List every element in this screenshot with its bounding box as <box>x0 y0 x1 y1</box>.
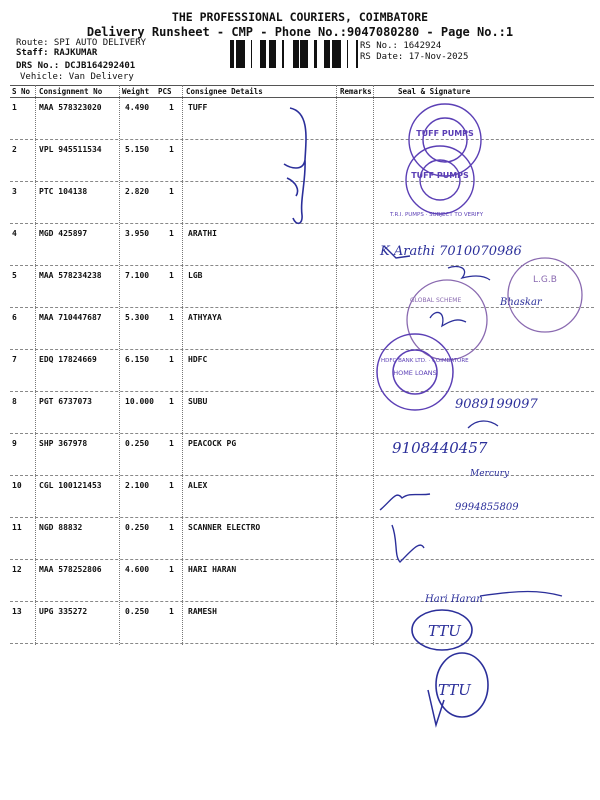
col-consignee: Consignee Details <box>186 87 263 96</box>
cell-sno: 4 <box>12 229 17 238</box>
cell-weight: 2.100 <box>125 481 150 490</box>
handwriting-row9: 9108440457 <box>392 439 488 457</box>
cell-pcs: 1 <box>169 481 174 490</box>
cell-pcs: 1 <box>169 145 174 154</box>
cell-consignee: LGB <box>188 271 203 280</box>
scribble-row10 <box>380 494 430 510</box>
cell-consignment: EDQ 17824669 <box>39 355 97 364</box>
scribble-row5 <box>448 266 490 280</box>
ttu-signature-2: TTU <box>438 681 471 699</box>
col-sno: S No <box>12 87 31 96</box>
col-weight: Weight <box>122 87 150 96</box>
cell-consignee: ALEX <box>188 481 208 490</box>
pumps-stamp-text: TUFF PUMPS <box>416 129 474 138</box>
col-remarks: Remarks <box>340 87 372 96</box>
cell-sno: 1 <box>12 103 17 112</box>
scribble-row6 <box>430 312 466 326</box>
cell-sno: 10 <box>12 481 22 490</box>
rs-number: RS No.: 1642924 <box>360 41 442 51</box>
cell-pcs: 1 <box>169 523 174 532</box>
cell-weight: 4.600 <box>125 565 150 574</box>
cell-consignee: TUFF <box>188 103 208 112</box>
cell-pcs: 1 <box>169 313 174 322</box>
runsheet-subtitle: Delivery Runsheet - CMP - Phone No.:9047080280 - Page No.:1 <box>86 25 514 39</box>
cell-sno: 12 <box>12 565 22 574</box>
cell-sno: 2 <box>12 145 17 154</box>
pumps-stamp <box>406 104 481 214</box>
col-consignment: Consignment No <box>39 87 103 96</box>
cell-consignment: SHP 367978 <box>39 439 88 448</box>
global-stamp-text: GLOBAL SCHEME <box>410 297 462 304</box>
cell-consignment: PGT 6737073 <box>39 397 92 406</box>
col-pcs: PCS <box>158 87 172 96</box>
cell-consignee: ATHYAYA <box>188 313 222 322</box>
cell-pcs: 1 <box>169 187 174 196</box>
cell-pcs: 1 <box>169 565 174 574</box>
hdfc-stamp-ring: HDFC BANK LTD. · COIMBATORE <box>381 358 469 364</box>
cell-consignee: PEACOCK PG <box>188 439 237 448</box>
cell-consignee: SCANNER ELECTRO <box>188 523 261 532</box>
cell-sno: 11 <box>12 523 22 532</box>
handwriting-row10: 9994855809 <box>455 502 519 513</box>
cell-weight: 6.150 <box>125 355 150 364</box>
company-title: THE PROFESSIONAL COURIERS, COIMBATORE <box>171 10 429 24</box>
cell-sno: 8 <box>12 397 17 406</box>
cell-weight: 2.820 <box>125 187 150 196</box>
cell-pcs: 1 <box>169 397 174 406</box>
pumps-stamp-text-2: TUFF PUMPS <box>411 171 469 180</box>
cell-consignment: MAA 710447687 <box>39 313 102 322</box>
cell-sno: 7 <box>12 355 17 364</box>
cell-consignment: NGD 88832 <box>39 523 83 532</box>
scribble-row8 <box>468 421 498 428</box>
cell-weight: 0.250 <box>125 607 150 616</box>
vehicle-label: Vehicle: Van Delivery <box>20 72 134 82</box>
scribble-row11 <box>392 525 424 562</box>
handwriting-row8: 9089199097 <box>455 397 538 412</box>
rs-date: RS Date: 17-Nov-2025 <box>360 52 469 62</box>
handwriting-row4: K Arathi 7010070986 <box>380 244 522 259</box>
cell-consignee: HARI HARAN <box>188 565 237 574</box>
cell-consignment: PTC 104138 <box>39 187 88 196</box>
cell-sno: 6 <box>12 313 17 322</box>
cell-consignment: CGL 100121453 <box>39 481 102 490</box>
cell-consignment: VPL 945511534 <box>39 145 102 154</box>
handwriting-row6: Bhaskar <box>500 297 542 308</box>
cell-weight: 0.250 <box>125 439 150 448</box>
bracket-signature <box>284 108 306 223</box>
staff-label: Staff: RAJKUMAR <box>16 48 98 58</box>
cell-pcs: 1 <box>169 607 174 616</box>
drs-number: DRS No.: DCJB164292401 <box>16 61 136 71</box>
cell-sno: 9 <box>12 439 17 448</box>
cell-pcs: 1 <box>169 439 174 448</box>
global-stamp <box>407 280 487 360</box>
cell-consignment: MAA 578323020 <box>39 103 102 112</box>
scribble-row12 <box>480 592 562 597</box>
cell-consignee: HDFC <box>188 355 208 364</box>
cell-sno: 13 <box>12 607 22 616</box>
route-label: Route: SPI AUTO DELIVERY <box>16 38 147 48</box>
cell-pcs: 1 <box>169 355 174 364</box>
cell-consignment: MGD 425897 <box>39 229 88 238</box>
handwriting-row12: Hari Haran <box>425 594 483 605</box>
cell-sno: 3 <box>12 187 17 196</box>
cell-pcs: 1 <box>169 103 174 112</box>
cell-weight: 5.300 <box>125 313 150 322</box>
cell-consignment: UPG 335272 <box>39 607 88 616</box>
cell-consignee: SUBU <box>188 397 208 406</box>
cell-weight: 7.100 <box>125 271 150 280</box>
hdfc-stamp-center: HOME LOANS <box>393 369 437 377</box>
lgb-stamp <box>508 258 582 332</box>
pumps-stamp-ring: T.R.I. PUMPS · SUBJECT TO VERIFY <box>390 212 484 218</box>
cell-consignment: MAA 578252806 <box>39 565 102 574</box>
cell-pcs: 1 <box>169 229 174 238</box>
cell-weight: 3.950 <box>125 229 150 238</box>
lgb-stamp-text: L.G.B <box>533 275 557 285</box>
handwriting-row9-name: Mercury <box>470 469 510 479</box>
cell-weight: 10.000 <box>125 397 154 406</box>
cell-weight: 4.490 <box>125 103 150 112</box>
cell-pcs: 1 <box>169 271 174 280</box>
cell-consignee: ARATHI <box>188 229 217 238</box>
cell-consignee: RAMESH <box>188 607 217 616</box>
cell-consignment: MAA 578234238 <box>39 271 102 280</box>
ttu-signature: TTU <box>428 622 461 640</box>
col-seal: Seal & Signature <box>398 87 471 96</box>
cell-weight: 0.250 <box>125 523 150 532</box>
cell-sno: 5 <box>12 271 17 280</box>
cell-weight: 5.150 <box>125 145 150 154</box>
